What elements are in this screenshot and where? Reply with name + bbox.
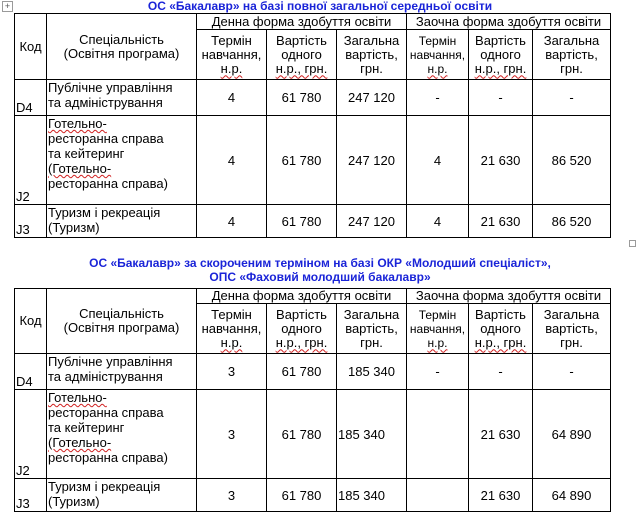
- row-code: J2: [15, 116, 47, 205]
- row-part-total: 64 890: [533, 479, 611, 512]
- row-specialty: Готельно- ресторанна справа та кейтеринг (Готельно- ресторанна справа): [47, 390, 197, 479]
- table-row: [15, 205, 611, 238]
- row-term: 3: [197, 390, 267, 479]
- row-cost: 61 780: [267, 354, 337, 390]
- row-specialty: Туризм і рекреація (Туризм): [47, 205, 197, 238]
- row-code: J3: [15, 205, 47, 238]
- table2-title-line2: ОПС «Фаховий молодший бакалавр»: [209, 270, 431, 284]
- row-part-term: -: [407, 354, 469, 390]
- row-total: 247 120: [337, 116, 407, 205]
- row-cost: 61 780: [267, 205, 337, 238]
- row-part-term: [407, 390, 469, 479]
- header-part-cost: Вартість одного н.р., грн.: [469, 30, 533, 80]
- table-move-handle-icon[interactable]: +: [2, 1, 13, 12]
- row-part-cost: 21 630: [469, 390, 533, 479]
- row-term: 4: [197, 116, 267, 205]
- row-code: D4: [15, 80, 47, 116]
- row-part-cost: -: [469, 80, 533, 116]
- header-total: Загальна вартість, грн.: [337, 30, 407, 80]
- row-term: 3: [197, 354, 267, 390]
- header-part-form: Заочна форма здобуття освіти: [407, 14, 611, 30]
- row-code: J2: [15, 390, 47, 479]
- table-row: [15, 354, 611, 390]
- header-specialty: Спеціальність (Освітня програма): [47, 14, 197, 80]
- row-part-total: -: [533, 354, 611, 390]
- header-day-form: Денна форма здобуття освіти: [197, 289, 407, 304]
- header-part-term: Термін навчання, н.р.: [407, 304, 469, 354]
- header-specialty: Спеціальність (Освітня програма): [47, 289, 197, 354]
- header-cost: Вартість одного н.р., грн.: [267, 304, 337, 354]
- table-resize-handle-icon[interactable]: [629, 240, 636, 247]
- table2: [14, 288, 611, 512]
- row-part-cost: 21 630: [469, 205, 533, 238]
- row-total: 185 340: [337, 354, 407, 390]
- header-part-total: Загальна вартість, грн.: [533, 30, 611, 80]
- row-specialty: Туризм і рекреація (Туризм): [47, 479, 197, 512]
- row-code: D4: [15, 354, 47, 390]
- row-term: 4: [197, 80, 267, 116]
- header-part-total: Загальна вартість, грн.: [533, 304, 611, 354]
- row-part-cost: 21 630: [469, 116, 533, 205]
- header-cost: Вартість одного н.р., грн.: [267, 30, 337, 80]
- row-part-total: -: [533, 80, 611, 116]
- row-cost: 61 780: [267, 80, 337, 116]
- table-row: [15, 479, 611, 512]
- row-cost: 61 780: [267, 116, 337, 205]
- row-term: 4: [197, 205, 267, 238]
- row-part-total: 86 520: [533, 205, 611, 238]
- table1-title: ОС «Бакалавр» на базі повної загальної середньої освіти: [147, 0, 493, 13]
- row-part-total: 86 520: [533, 116, 611, 205]
- row-total: 185 340: [337, 390, 407, 479]
- row-part-term: -: [407, 80, 469, 116]
- table-row: [15, 80, 611, 116]
- header-part-term: Термін навчання, н.р.: [407, 30, 469, 80]
- row-part-cost: 21 630: [469, 479, 533, 512]
- header-part-form: Заочна форма здобуття освіти: [407, 289, 611, 304]
- row-part-total: 64 890: [533, 390, 611, 479]
- row-cost: 61 780: [267, 390, 337, 479]
- row-specialty: Публічне управління та адміністрування: [47, 80, 197, 116]
- row-part-cost: -: [469, 354, 533, 390]
- row-total: 247 120: [337, 205, 407, 238]
- header-total: Загальна вартість, грн.: [337, 304, 407, 354]
- row-part-term: [407, 479, 469, 512]
- header-code: Код: [15, 14, 47, 80]
- row-code: J3: [15, 479, 47, 512]
- row-total: 247 120: [337, 80, 407, 116]
- header-term: Термін навчання, н.р.: [197, 30, 267, 80]
- header-term: Термін навчання, н.р.: [197, 304, 267, 354]
- row-total: 185 340: [337, 479, 407, 512]
- row-part-term: 4: [407, 116, 469, 205]
- header-part-cost: Вартість одного н.р., грн.: [469, 304, 533, 354]
- table2-title-line1: ОС «Бакалавр» за скороченим терміном на базі ОКР «Молодший спеціаліст»,: [89, 256, 551, 270]
- row-part-term: 4: [407, 205, 469, 238]
- header-day-form: Денна форма здобуття освіти: [197, 14, 407, 30]
- table-row: [15, 116, 611, 205]
- row-cost: 61 780: [267, 479, 337, 512]
- row-specialty: Готельно- ресторанна справа та кейтеринг (Готельно- ресторанна справа): [47, 116, 197, 205]
- row-term: 3: [197, 479, 267, 512]
- table-row: [15, 390, 611, 479]
- table1: [14, 13, 611, 238]
- row-specialty: Публічне управління та адміністрування: [47, 354, 197, 390]
- header-code: Код: [15, 289, 47, 354]
